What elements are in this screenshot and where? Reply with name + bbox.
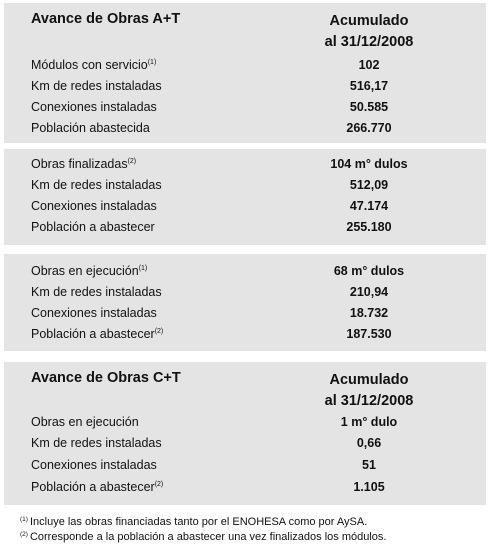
row-value: 210,94 bbox=[349, 285, 389, 299]
table-row bbox=[4, 306, 486, 327]
table-row bbox=[4, 157, 486, 178]
row-label: Conexiones instaladas bbox=[31, 199, 157, 213]
footnote-mark: (2) bbox=[154, 328, 164, 335]
row-value: 187.530 bbox=[346, 327, 392, 341]
footnote-text: Incluye las obras financiadas tanto por el ENOHESA como por AySA. bbox=[29, 516, 368, 528]
table-row bbox=[4, 415, 486, 436]
footnote bbox=[20, 516, 367, 528]
table-row bbox=[4, 264, 486, 285]
footnote-mark: (2) bbox=[127, 158, 137, 165]
row-label: Conexiones instaladas bbox=[31, 306, 157, 320]
row-label: Obras en ejecución$^{(1)}$ bbox=[31, 264, 148, 278]
row-value: 51 bbox=[362, 458, 376, 472]
accumulated-date: al 31/12/2008 bbox=[324, 393, 414, 409]
row-label: Conexiones instaladas bbox=[31, 458, 157, 472]
table-row bbox=[4, 220, 486, 241]
row-label: Km de redes instaladas bbox=[31, 285, 162, 299]
row-label: Km de redes instaladas bbox=[31, 178, 162, 192]
row-value: 68 m° dulos bbox=[333, 264, 405, 278]
table-row bbox=[4, 458, 486, 479]
footnote-mark: (2) bbox=[20, 531, 28, 538]
panel-avance-ct bbox=[4, 362, 486, 505]
row-value: 50.585 bbox=[349, 100, 389, 114]
row-value: 104 m° dulos bbox=[330, 157, 408, 171]
footnote-mark: (1) bbox=[147, 59, 157, 66]
table-row bbox=[4, 58, 486, 79]
accumulated-header bbox=[294, 11, 444, 53]
footnote-mark: (1) bbox=[138, 265, 148, 272]
panel-obras-finalizadas bbox=[4, 149, 486, 245]
row-value: 266.770 bbox=[346, 121, 392, 135]
table-row bbox=[4, 178, 486, 199]
table-row bbox=[4, 79, 486, 100]
row-label: Población a abastecer$^{(2)}$ bbox=[31, 327, 164, 341]
row-value: 1.105 bbox=[353, 480, 385, 494]
row-label: Km de redes instaladas bbox=[31, 79, 162, 93]
accumulated-date: al 31/12/2008 bbox=[324, 34, 414, 50]
panel-avance-at bbox=[4, 3, 486, 143]
row-label: Población a abastecer$^{(2)}$ bbox=[31, 480, 164, 494]
row-value: 18.732 bbox=[349, 306, 389, 320]
table-row bbox=[4, 285, 486, 306]
section-title: Avance de Obras C+T bbox=[31, 370, 181, 386]
section-title: Avance de Obras A+T bbox=[31, 11, 181, 27]
table-row bbox=[4, 199, 486, 220]
accumulated-label: Acumulado bbox=[329, 372, 409, 388]
table-row bbox=[4, 436, 486, 457]
row-label: Población a abastecer bbox=[31, 220, 155, 234]
row-label: Módulos con servicio$^{(1)}$ bbox=[31, 58, 157, 72]
row-label: Obras finalizadas$^{(2)}$ bbox=[31, 157, 137, 171]
row-value: 512,09 bbox=[349, 178, 389, 192]
table-row bbox=[4, 100, 486, 121]
footnote-mark: (2) bbox=[154, 481, 164, 488]
row-value: 47.174 bbox=[349, 199, 389, 213]
table-row bbox=[4, 480, 486, 501]
row-value: 255.180 bbox=[346, 220, 392, 234]
table-row bbox=[4, 327, 486, 348]
row-label: Km de redes instaladas bbox=[31, 436, 162, 450]
accumulated-header bbox=[294, 370, 444, 412]
table-row bbox=[4, 121, 486, 142]
row-label: Población abastecida bbox=[31, 121, 150, 135]
row-label: Conexiones instaladas bbox=[31, 100, 157, 114]
row-value: 1 m° dulo bbox=[340, 415, 398, 429]
row-value: 516,17 bbox=[349, 79, 389, 93]
panel-obras-en-ejecucion bbox=[4, 254, 486, 351]
accumulated-label: Acumulado bbox=[329, 13, 409, 29]
row-value: 102 bbox=[358, 58, 380, 72]
row-value: 0,66 bbox=[356, 436, 382, 450]
footnote-mark: (1) bbox=[20, 516, 28, 523]
row-label: Obras en ejecución bbox=[31, 415, 139, 429]
footnote bbox=[20, 531, 386, 543]
footnote-text: Corresponde a la población a abastecer una vez finalizados los módulos. bbox=[29, 531, 387, 543]
